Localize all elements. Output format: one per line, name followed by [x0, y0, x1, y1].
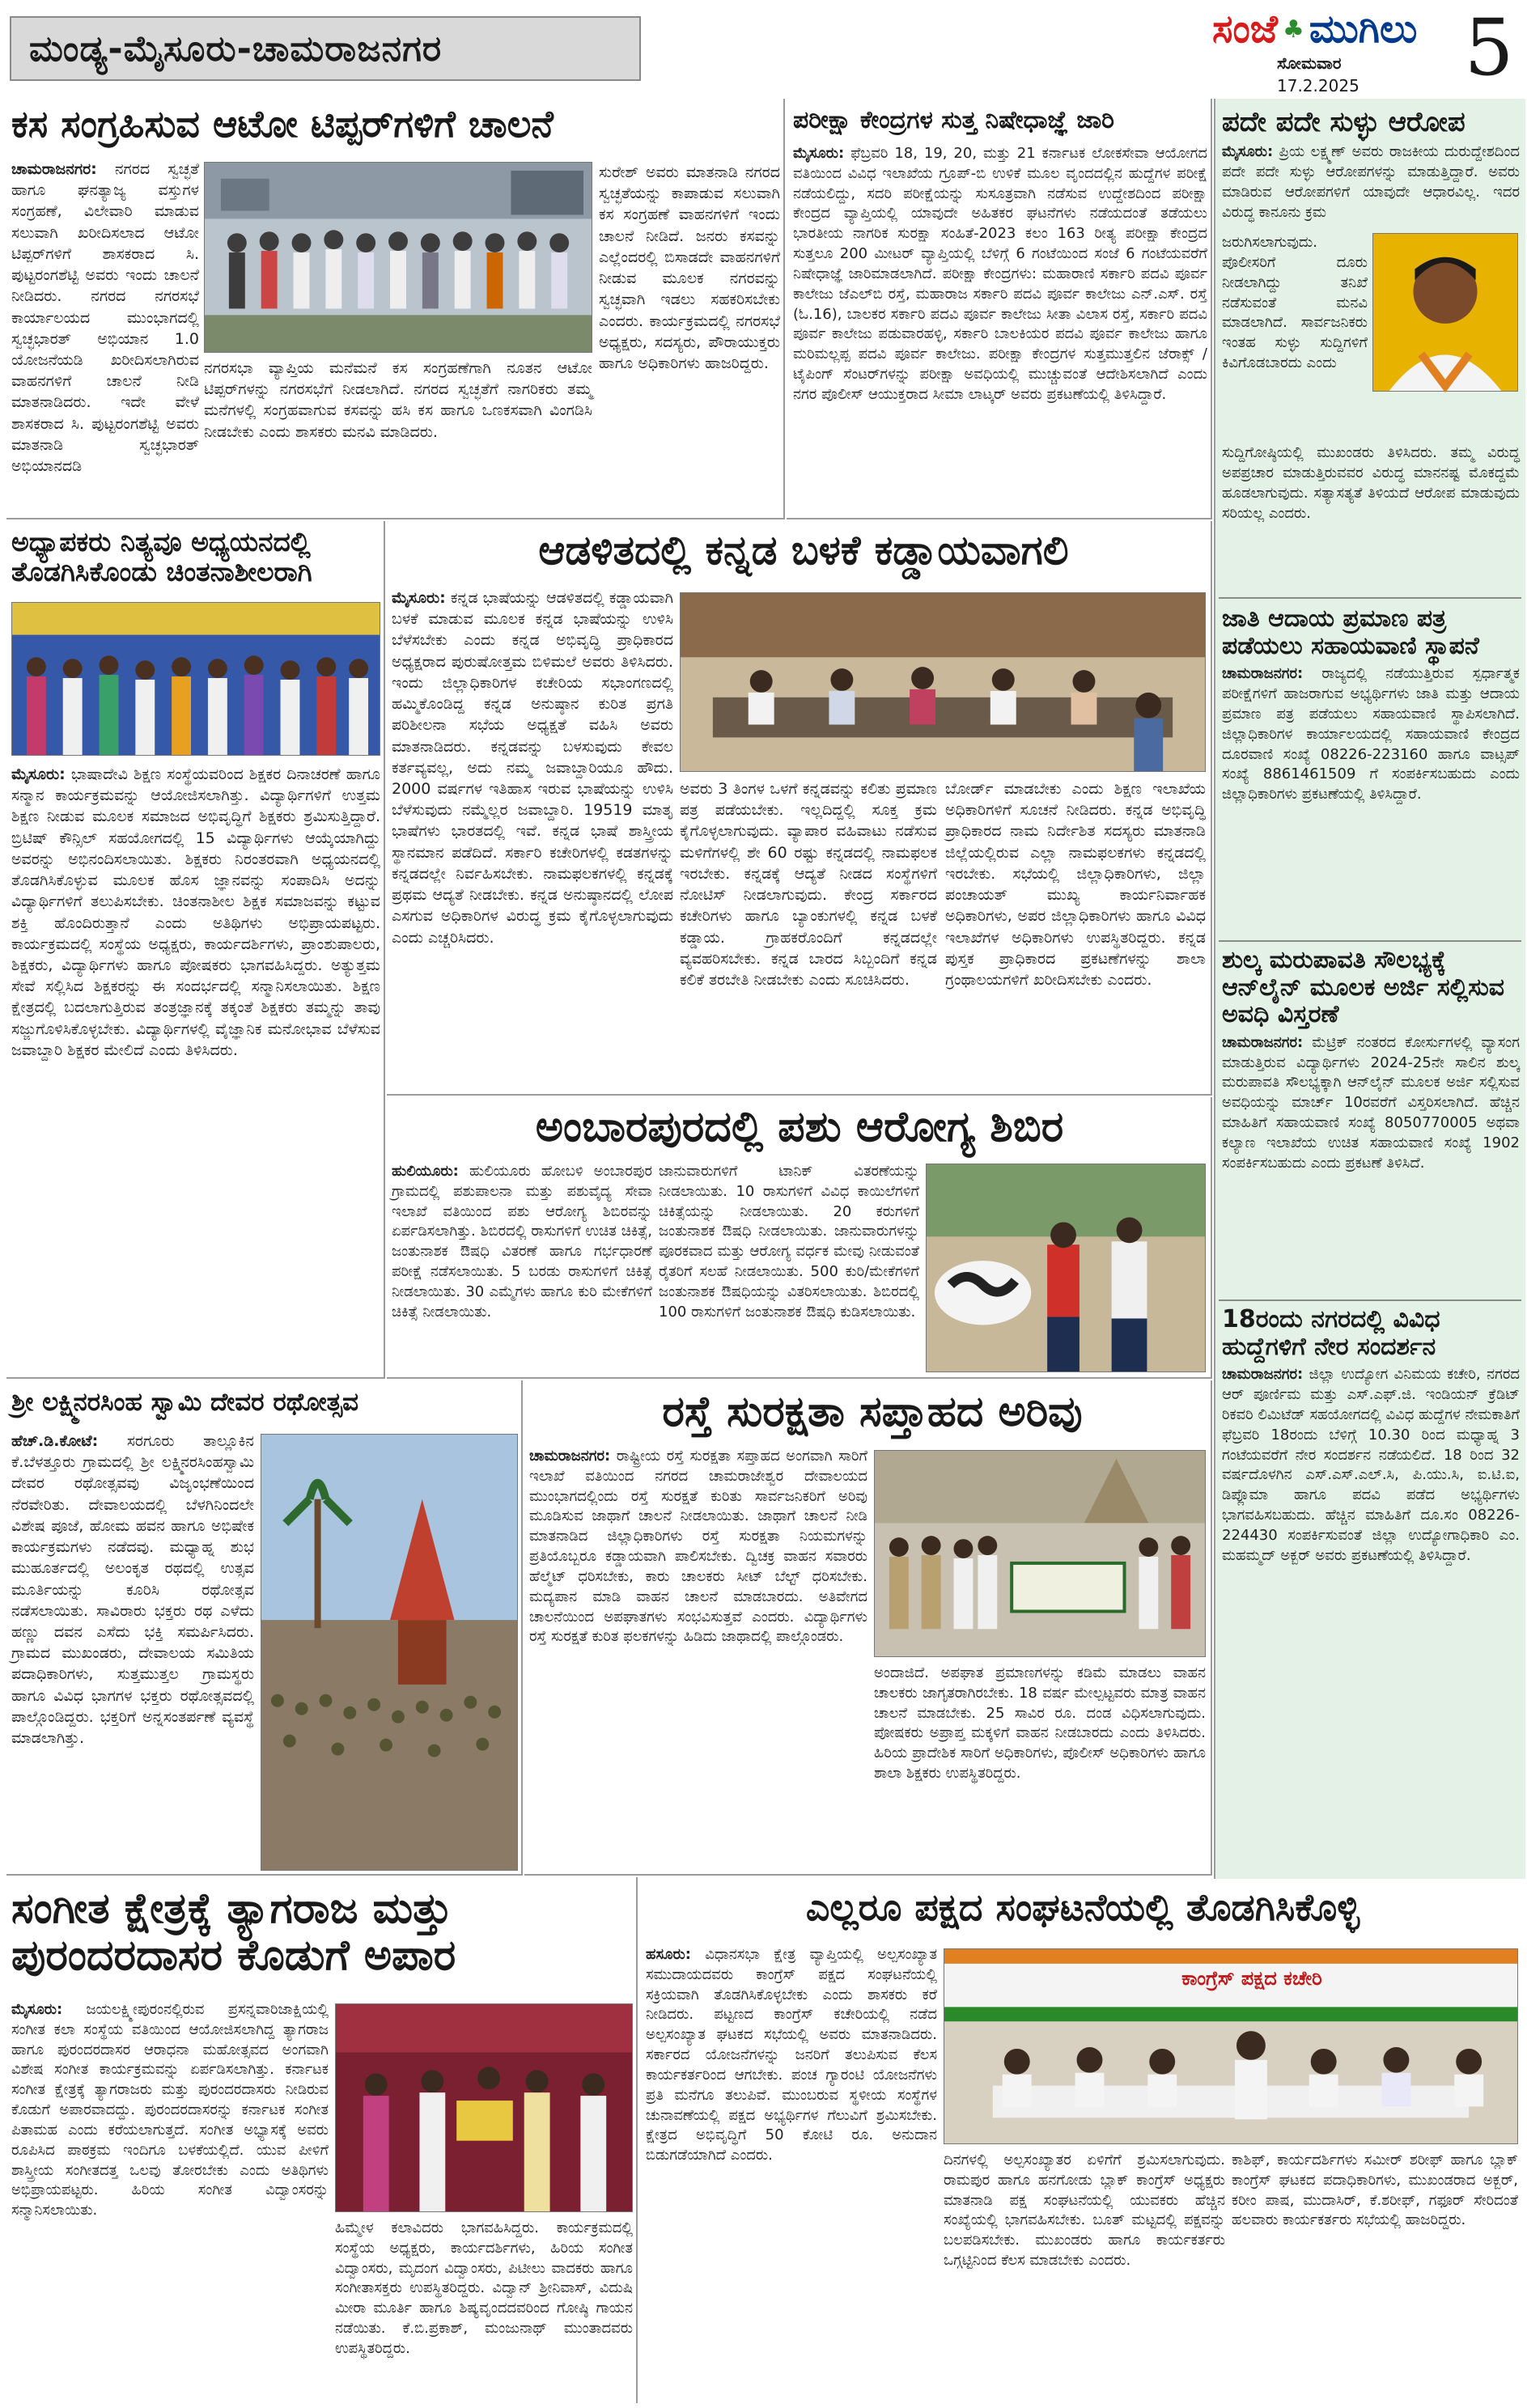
article-text: ಜರುಗಿಸಲಾಗುವುದು. ಪೊಲೀಸರಿಗೆ ದೂರು ನೀಡಲಾಗಿದ್ದು ತನಿಖೆ ನಡೆಸುವಂತೆ ಮನವಿ ಮಾಡಲಾಗಿದೆ. ಸಾರ್ವಜನಿಕರು ಇಂತಹ ಸುಳ್ಳು ಸುದ್ದಿಗಳಿಗೆ ಕಿವಿಗೊಡಬಾರದು ಎಂದು — [1222, 234, 1368, 372]
article-body — [646, 1945, 937, 2398]
brand-logo — [1212, 6, 1447, 52]
photo-chariot-festival — [261, 1434, 518, 1871]
article-text: ಜಿಲ್ಲಾ ಉದ್ಯೋಗ ವಿನಿಮಯ ಕಚೇರಿ, ನಗರದ ಆರ್ ಪೂರ್ಣಿಮ ಮತ್ತು ಎಸ್.ಎಫ್.ಜಿ. ಇಂಡಿಯನ್ ಕ್ರೆಡಿಟ್ ರಿಕವರಿ ಲಿಮಿಟೆಡ್ ಸಹಯೋಗದಲ್ಲಿ ವಿವಿಧ ಹುದ್ದೆಗಳ ನೇಮಕಾತಿಗೆ ಫೆಬ್ರವರಿ 18ರಂದು ಬೆಳಿಗ್ಗೆ 10.30 ರಿಂದ ಮಧ್ಯಾಹ್ನ 3 ಗಂಟೆಯವರೆಗೆ ನೇರ ಸಂದರ್ಶನ ನಡೆಯಲಿದೆ. 18 ರಿಂದ 32 ವರ್ಷದೊಳಗಿನ ಎಸ್.ಎಸ್.ಎಲ್.ಸಿ, ಪಿ.ಯು.ಸಿ, ಐ.ಟಿ.ಐ, ಡಿಪ್ಲೊಮಾ ಹಾಗೂ ಪದವಿ ಪಡೆದ ಅಭ್ಯರ್ಥಿಗಳು ಭಾಗವಹಿಸಬಹುದು. ಹೆಚ್ಚಿನ ಮಾಹಿತಿಗೆ ದೂ.ಸಂ 08226-224430 ಸಂಪರ್ಕಿಸುವಂತೆ ಜಿಲ್ಲಾ ಉದ್ಯೋಗಾಧಿಕಾರಿ ಎಂ. ಮಹಮ್ಮದ್ ಅಕ್ಬರ್ ಅವರು ಪ್ರಕಟಣೆಯಲ್ಲಿ ತಿಳಿಸಿದ್ದಾರೆ. — [1222, 1366, 1520, 1564]
photo-teachers-felicitation — [11, 602, 380, 756]
headline: 18ರಂದು ನಗರದಲ್ಲಿ ವಿವಿಧ ಹುದ್ದೆಗಳಿಗೆ ನೇರ ಸಂದರ್ಶನ — [1222, 1305, 1440, 1361]
article-text: ನಗರಸಭಾ ವ್ಯಾಪ್ತಿಯ ಮನೆಮನೆ ಕಸ ಸಂಗ್ರಹಣೆಗಾಗಿ ನೂತನ ಆಟೋ ಟಿಪ್ಪರ್‌ಗಳನ್ನು ನಗರಸಭೆಗೆ ನೀಡಲಾಗಿದೆ. ನಗರದ ಸ್ವಚ್ಛತೆಗೆ ನಾಗರಿಕರು ತಮ್ಮ ಮನೆಗಳಲ್ಲಿ ಸಂಗ್ರಹವಾಗುವ ಕಸವನ್ನು ಹಸಿ ಕಸ ಹಾಗೂ ಒಣಕಸವಾಗಿ ವಿಂಗಡಿಸಿ ನೀಡಬೇಕು ಎಂದು ಶಾಸಕರು ಮನವಿ ಮಾಡಿದರು. — [204, 359, 592, 441]
article-body-right — [659, 1162, 919, 1374]
article-text: ರಾಜ್ಯದಲ್ಲಿ ನಡೆಯುತ್ತಿರುವ ಸ್ಪರ್ಧಾತ್ಮಕ ಪರೀಕ್ಷೆಗಳಿಗೆ ಹಾಜರಾಗುವ ಅಭ್ಯರ್ಥಿಗಳು ಜಾತಿ ಮತ್ತು ಆದಾಯ ಪ್ರಮಾಣ ಪತ್ರ ಪಡೆಯಲು ಸಹಾಯವಾಣಿ ಸ್ಥಾಪಿಸಲಾಗಿದೆ. ಜಿಲ್ಲಾಧಿಕಾರಿಗಳ ಕಾರ್ಯಾಲಯದಲ್ಲಿ ಸಹಾಯವಾಣಿ ಕೇಂದ್ರದ ದೂರವಾಣಿ ಸಂಖ್ಯೆ 08226-223160 ಹಾಗೂ ವಾಟ್ಸಪ್ ಸಂಖ್ಯೆ 8861461509 ಗೆ ಸಂಪರ್ಕಿಸಬಹುದು ಎಂದು ಜಿಲ್ಲಾಧಿಕಾರಿಗಳು ಪ್ರಕಟಣೆಯಲ್ಲಿ ತಿಳಿಸಿದ್ದಾರೆ. — [1222, 665, 1520, 803]
article-body-bottom — [1222, 443, 1520, 597]
divider — [1219, 597, 1521, 599]
article-text: ಮೆಟ್ರಿಕ್ ನಂತರದ ಕೋರ್ಸುಗಳಲ್ಲಿ ವ್ಯಾಸಂಗ ಮಾಡುತ್ತಿರುವ ವಿದ್ಯಾರ್ಥಿಗಳು 2024-25ನೇ ಸಾಲಿನ ಶುಲ್ಕ ಮರುಪಾವತಿ ಸೌಲಭ್ಯಕ್ಕಾಗಿ ಆನ್‌ಲೈನ್ ಮೂಲಕ ಅರ್ಜಿ ಸಲ್ಲಿಸುವ ಅವಧಿಯನ್ನು ಮಾರ್ಚ್ 10ರವರೆಗೆ ವಿಸ್ತರಿಸಲಾಗಿದೆ. ಹೆಚ್ಚಿನ ಮಾಹಿತಿಗೆ ಸಹಾಯವಾಣಿ ಸಂಖ್ಯೆ 8050770005 ಅಥವಾ ಕಲ್ಯಾಣ ಇಲಾಖೆಯ ಉಚಿತ ಸಹಾಯವಾಣಿ ಸಂಖ್ಯೆ 1902 ಸಂಪರ್ಕಿಸಬಹುದು ಎಂದು ಪ್ರಕಟಣೆ ತಿಳಿಸಿದೆ. — [1222, 1033, 1520, 1172]
article-text: ಪ್ರಿಯ ಲಕ್ಷ್ಮಣ್ ಅವರು ರಾಜಕೀಯ ದುರುದ್ದೇಶದಿಂದ ಪದೇ ಪದೇ ಸುಳ್ಳು ಆರೋಪಗಳನ್ನು ಮಾಡುತ್ತಿದ್ದಾರೆ. ಅವರು ಮಾಡಿರುವ ಆರೋಪಗಳಿಗೆ ಯಾವುದೇ ಆಧಾರವಿಲ್ಲ. ಇದರ ವಿರುದ್ಧ ಕಾನೂನು ಕ್ರಮ — [1222, 143, 1520, 221]
article-body — [11, 1431, 254, 1871]
brand-word-1: ಸಂಜೆ — [1212, 6, 1278, 52]
article-body-continued — [204, 358, 592, 515]
article-body — [1222, 1033, 1520, 1252]
article-text: ವಿಧಾನಸಭಾ ಕ್ಷೇತ್ರ ವ್ಯಾಪ್ತಿಯಲ್ಲಿ ಅಲ್ಪಸಂಖ್ಯಾತ ಸಮುದಾಯದವರು ಕಾಂಗ್ರೆಸ್ ಪಕ್ಷದ ಸಂಘಟನೆಯಲ್ಲಿ ಸಕ್ರಿಯವಾಗಿ ತೊಡಗಿಸಿಕೊಳ್ಳಬೇಕು ಎಂದು ಶಾಸಕರು ಕರೆ ನೀಡಿದರು. ಪಟ್ಟಣದ ಕಾಂಗ್ರೆಸ್ ಕಚೇರಿಯಲ್ಲಿ ನಡೆದ ಅಲ್ಪಸಂಖ್ಯಾತ ಘಟಕದ ಸಭೆಯಲ್ಲಿ ಅವರು ಮಾತನಾಡಿದರು. ಸರ್ಕಾರದ ಯೋಜನೆಗಳನ್ನು ಜನರಿಗೆ ತಲುಪಿಸುವ ಕೆಲಸ ಕಾರ್ಯಕರ್ತರಿಂದ ಆಗಬೇಕು. ಪಂಚ ಗ್ಯಾರಂಟಿ ಯೋಜನೆಗಳು ಪ್ರತಿ ಮನೆಗೂ ತಲುಪಿವೆ. ಮುಂಬರುವ ಸ್ಥಳೀಯ ಸಂಸ್ಥೆಗಳ ಚುನಾವಣೆಯಲ್ಲಿ ಪಕ್ಷದ ಅಭ್ಯರ್ಥಿಗಳ ಗೆಲುವಿಗೆ ಶ್ರಮಿಸಬೇಕು. ಕ್ಷೇತ್ರದ ಅಭಿವೃದ್ಧಿಗೆ 50 ಕೋಟಿ ರೂ. ಅನುದಾನ ಬಿಡುಗಡೆಯಾಗಿದೆ ಎಂದರು. — [646, 1946, 937, 2164]
divider — [1219, 940, 1521, 942]
article-body-right — [874, 1664, 1206, 1871]
article-rathotsava — [6, 1380, 523, 1876]
dateline: ಮೈಸೂರು: — [11, 2001, 63, 2018]
dateline: ಮೈಸೂರು: — [1222, 143, 1274, 161]
dateline: ಮೈಸೂರು: — [392, 589, 446, 607]
article-text: ಕನ್ನಡ ಭಾಷೆಯನ್ನು ಆಡಳಿತದಲ್ಲಿ ಕಡ್ಡಾಯವಾಗಿ ಬಳಕೆ ಮಾಡುವ ಮೂಲಕ ಕನ್ನಡ ಭಾಷೆಯನ್ನು ಉಳಿಸಿ ಬೆಳೆಸಬೇಕು ಎಂದು ಕನ್ನಡ ಅಭಿವೃದ್ಧಿ ಪ್ರಾಧಿಕಾರದ ಅಧ್ಯಕ್ಷರಾದ ಪುರುಷೋತ್ತಮ ಬಿಳಿಮಲೆ ಅವರು ತಿಳಿಸಿದರು. ಇಂದು ಜಿಲ್ಲಾಧಿಕಾರಿಗಳ ಕಚೇರಿಯ ಸಭಾಂಗಣದಲ್ಲಿ ಹಮ್ಮಿಕೊಂಡಿದ್ದ ಕನ್ನಡ ಅನುಷ್ಠಾನ ಕುರಿತ ಪ್ರಗತಿ ಪರಿಶೀಲನಾ ಸಭೆಯ ಅಧ್ಯಕ್ಷತೆ ವಹಿಸಿ ಅವರು ಮಾತನಾಡಿದರು. ಕನ್ನಡವನ್ನು ಬಳಸುವುದು ಕೇವಲ ಕರ್ತವ್ಯವಲ್ಲ, ಅದು ನಮ್ಮ ಜವಾಬ್ದಾರಿಯೂ ಹೌದು. 2000 ವರ್ಷಗಳ ಇತಿಹಾಸ ಇರುವ ಭಾಷೆಯನ್ನು ಉಳಿಸಿ ಬೆಳೆಸುವುದು ನಮ್ಮೆಲ್ಲರ ಜವಾಬ್ದಾರಿ. 19519 ಮಾತೃ ಭಾಷೆಗಳು ಭಾರತದಲ್ಲಿ ಇವೆ. ಕನ್ನಡ ಭಾಷೆ ಶಾಸ್ತ್ರೀಯ ಸ್ಥಾನಮಾನ ಪಡೆದಿದೆ. ಸರ್ಕಾರಿ ಕಚೇರಿಗಳಲ್ಲಿ ಕಡತಗಳನ್ನು ಕನ್ನಡದಲ್ಲೇ ನಿರ್ವಹಿಸಬೇಕು. ನಾಮಫಲಕಗಳಲ್ಲಿ ಕನ್ನಡಕ್ಕೆ ಪ್ರಥಮ ಆದ್ಯತೆ ನೀಡಬೇಕು. ಕನ್ನಡ ಅನುಷ್ಠಾನದಲ್ಲಿ ಲೋಪ ಎಸಗುವ ಅಧಿಕಾರಿಗಳ ವಿರುದ್ಧ ಕ್ರಮ ಕೈಗೊಳ್ಳಲಾಗುವುದು ಎಂದು ಎಚ್ಚರಿಸಿದರು. — [392, 589, 673, 947]
article-road-safety — [524, 1380, 1212, 1876]
headline: ಅಂಬಾರಪುರದಲ್ಲಿ ಪಶು ಆರೋಗ್ಯ ಶಿಬಿರ — [535, 1103, 1064, 1151]
headline: ಪದೇ ಪದೇ ಸುಳ್ಳು ಆರೋಪ — [1222, 106, 1465, 138]
article-text: ಹಿಮ್ಮೇಳ ಕಲಾವಿದರು ಭಾಗವಹಿಸಿದ್ದರು. ಕಾರ್ಯಕ್ರಮದಲ್ಲಿ ಸಂಸ್ಥೆಯ ಅಧ್ಯಕ್ಷರು, ಕಾರ್ಯದರ್ಶಿಗಳು, ಹಿರಿಯ ಸಂಗೀತ ವಿದ್ವಾಂಸರು, ಮೃದಂಗ ವಿದ್ವಾಂಸರು, ಪಿಟೀಲು ವಾದಕರು ಹಾಗೂ ಸಂಗೀತಾಸಕ್ತರು ಉಪಸ್ಥಿತರಿದ್ದರು. ವಿದ್ವಾನ್ ಶ್ರೀನಿವಾಸ್, ವಿದುಷಿ ಮೀರಾ ಮೂರ್ತಿ ಹಾಗೂ ಶಿಷ್ಯವೃಂದದವರಿಂದ ಗೋಷ್ಠಿ ಗಾಯನ ನಡೆಯಿತು. ಕೆ.ಬಿ.ಪ್ರಕಾಶ್, ಮಂಜುನಾಥ್ ಮುಂತಾದವರು ಉಪಸ್ಥಿತರಿದ್ದರು. — [335, 2219, 633, 2357]
sidebar-article-fee-reimbursement — [1222, 947, 1520, 1287]
dateline: ಚಾಮರಾಜನಗರ: — [1222, 665, 1304, 683]
dateline: ಚಾಮರಾಜನಗರ: — [1222, 1033, 1304, 1051]
article-body-right — [1232, 2151, 1518, 2398]
article-body — [11, 764, 380, 1374]
article-party-organisation — [639, 1877, 1525, 2403]
issue-day: ಸೋಮವಾರ — [1277, 53, 1342, 73]
photo-cattle-camp — [926, 1164, 1206, 1372]
article-body — [11, 2000, 329, 2398]
article-body-left — [1222, 233, 1368, 443]
article-body — [529, 1447, 867, 1871]
article-text: ನಗರದ ಸ್ವಚ್ಛತೆ ಹಾಗೂ ಘನತ್ಯಾಜ್ಯ ವಸ್ತುಗಳ ಸಂಗ್ರಹಣೆ, ವಿಲೇವಾರಿ ಮಾಡುವ ಸಲುವಾಗಿ ಖರೀದಿಸಲಾದ ಆಟೋ ಟಿಪ್ಪರ್‌ಗಳಿಗೆ ಶಾಸಕರಾದ ಸಿ. ಪುಟ್ಟರಂಗಶೆಟ್ಟಿ ಅವರು ಇಂದು ಚಾಲನೆ ನೀಡಿದರು. ನಗರದ ನಗರಸಭೆ ಕಾರ್ಯಾಲಯದ ಮುಂಭಾಗದಲ್ಲಿ ಸ್ವಚ್ಛಭಾರತ್ ಅಭಿಯಾನ 1.0 ಯೋಜನೆಯಡಿ ಖರೀದಿಸಲಾಗಿರುವ ವಾಹನಗಳಿಗೆ ಚಾಲನೆ ನೀಡಿ ಮಾತನಾಡಿದರು. ಇದೇ ವೇಳೆ ಶಾಸಕರಾದ ಸಿ. ಪುಟ್ಟರಂಗಶೆಟ್ಟಿ ಅವರು ಮಾತನಾಡಿ ಸ್ವಚ್ಛಭಾರತ್ ಅಭಿಯಾನದಡಿ — [11, 160, 200, 476]
article-kannada-administration — [387, 521, 1212, 1096]
dateline: ಚಾಮರಾಜನಗರ: — [11, 160, 97, 178]
palm-tree-icon: ♣ — [1282, 15, 1304, 44]
article-body — [11, 159, 200, 476]
article-text: ಹುಲಿಯೂರು ಹೋಬಳಿ ಅಂಬಾರಪುರ ಗ್ರಾಮದಲ್ಲಿ ಪಶುಪಾಲನಾ ಮತ್ತು ಪಶುವೈದ್ಯ ಸೇವಾ ಇಲಾಖೆ ವತಿಯಿಂದ ಪಶು ಆರೋಗ್ಯ ಶಿಬಿರವನ್ನು ಏರ್ಪಡಿಸಲಾಗಿತ್ತು. ಶಿಬಿರದಲ್ಲಿ ರಾಸುಗಳಿಗೆ ಉಚಿತ ಚಿಕಿತ್ಸೆ, ಜಂತುನಾಶಕ ಔಷಧಿ ವಿತರಣೆ ಹಾಗೂ ಗರ್ಭಧಾರಣೆ ಪರೀಕ್ಷೆ ನಡೆಸಲಾಯಿತು. 5 ಬರಡು ರಾಸುಗಳಿಗೆ ಚಿಕಿತ್ಸೆ ನೀಡಲಾಯಿತು. 30 ಎಮ್ಮೆಗಳು ಹಾಗೂ ಕುರಿ ಮೇಕೆಗಳಿಗೆ ಚಿಕಿತ್ಸೆ ನೀಡಲಾಯಿತು. — [392, 1163, 652, 1321]
dateline: ಚಾಮರಾಜನಗರ: — [529, 1448, 611, 1465]
issue-date: 17.2.2025 — [1277, 76, 1359, 95]
photo-music-felicitation — [335, 2003, 633, 2212]
article-body — [392, 587, 673, 1091]
article-body-right — [335, 2219, 633, 2398]
banner-caption: ಕಾಂಗ್ರೆಸ್ ಪಕ್ಷದ ಕಚೇರಿ — [1181, 1967, 1322, 1990]
article-text: ಫೆಬ್ರವರಿ 18, 19, 20, ಮತ್ತು 21 ಕರ್ನಾಟಕ ಲೋಕಸೇವಾ ಆಯೋಗದ ವತಿಯಿಂದ ವಿವಿಧ ಇಲಾಖೆಯ ಗ್ರೂಪ್-ಬಿ ಉಳಿಕೆ ಮೂಲ ವೃಂದದಲ್ಲಿನ ಹುದ್ದೆಗಳ ಪರೀಕ್ಷೆ ನಡೆಯಲಿದ್ದು, ಸದರಿ ಪರೀಕ್ಷೆಯನ್ನು ಸುಸೂತ್ರವಾಗಿ ನಡೆಸುವ ಉದ್ದೇಶದಿಂದ ಪರೀಕ್ಷಾ ಕೇಂದ್ರದ ವ್ಯಾಪ್ತಿಯಲ್ಲಿ ಯಾವುದೇ ಅಹಿತಕರ ಘಟನೆಗಳು ನಡೆಯದಂತೆ ತಡೆಯಲು ಭಾರತೀಯ ನಾಗರಿಕ ಸುರಕ್ಷಾ ಸಂಹಿತೆ-2023 ಕಲಂ 163 ರೀತ್ಯ ಪರೀಕ್ಷಾ ಕೇಂದ್ರದ ಸುತ್ತಲೂ 200 ಮೀಟರ್ ವ್ಯಾಪ್ತಿಯಲ್ಲಿ ಬೆಳಿಗ್ಗೆ 6 ಗಂಟೆಯಿಂದ ಸಂಜೆ 6 ಗಂಟೆಯವರೆಗೆ ನಿಷೇಧಾಜ್ಞೆ ಜಾರಿಮಾಡಲಾಗಿದೆ. ಪರೀಕ್ಷಾ ಕೇಂದ್ರಗಳು: ಮಹಾರಾಣಿ ಸರ್ಕಾರಿ ಪದವಿ ಪೂರ್ವ ಕಾಲೇಜು ಜೆಎಲ್‌ಬಿ ರಸ್ತೆ, ಮಹಾರಾಜ ಸರ್ಕಾರಿ ಪದವಿ ಪೂರ್ವ ಕಾಲೇಜು ಎನ್.ಎಸ್. ರಸ್ತೆ (ಓ.16), ಬಾಲಕರ ಸರ್ಕಾರಿ ಪದವಿ ಪೂರ್ವ ಕಾಲೇಜು ಸೀತಾ ವಿಲಾಸ ರಸ್ತೆ, ಸರ್ಕಾರಿ ಪದವಿ ಪೂರ್ವ ಕಾಲೇಜು ಪಡುವಾರಹಳ್ಳಿ, ಸರ್ಕಾರಿ ಬಾಲಕಿಯರ ಪದವಿ ಪೂರ್ವ ಕಾಲೇಜು ಹಾಗೂ ಮರಿಮಲ್ಲಪ್ಪ ಪದವಿ ಪೂರ್ವ ಕಾಲೇಜು. ಪರೀಕ್ಷಾ ಕೇಂದ್ರಗಳ ಸುತ್ತಮುತ್ತಲಿನ ಜೆರಾಕ್ಸ್ / ಟೈಪಿಂಗ್ ಸೆಂಟರ್‌ಗಳನ್ನು ಪರೀಕ್ಷಾ ಅವಧಿಯಲ್ಲಿ ಮುಚ್ಚುವಂತೆ ಆದೇಶಿಸಲಾಗಿದೆ ಎಂದು ನಗರ ಪೊಲೀಸ್ ಆಯುಕ್ತರಾದ ಸೀಮಾ ಲಾಟ್ಕರ್ ಅವರು ಪ್ರಕಟಣೆಯಲ್ಲಿ ತಿಳಿಸಿದ್ದಾರೆ. — [793, 145, 1207, 403]
article-body — [392, 1162, 652, 1374]
article-body — [1222, 142, 1520, 228]
photo-portrait — [1372, 233, 1518, 392]
dateline: ಮೈಸೂರು: — [793, 145, 845, 162]
sidebar-article-false-allegations — [1222, 107, 1520, 591]
article-text: ರಾಷ್ಟ್ರೀಯ ರಸ್ತೆ ಸುರಕ್ಷತಾ ಸಪ್ತಾಹದ ಅಂಗವಾಗಿ ಸಾರಿಗೆ ಇಲಾಖೆ ವತಿಯಿಂದ ನಗರದ ಚಾಮರಾಜೇಶ್ವರ ದೇವಾಲಯದ ಮುಂಭಾಗದಲ್ಲಿಂದು ರಸ್ತೆ ಸುರಕ್ಷತೆ ಕುರಿತು ಸಾರ್ವಜನಿಕರಿಗೆ ಅರಿವು ಮೂಡಿಸುವ ಜಾಥಾಗೆ ಚಾಲನೆ ನೀಡಲಾಯಿತು. ಜಾಥಾಗೆ ಚಾಲನೆ ನೀಡಿ ಮಾತನಾಡಿದ ಜಿಲ್ಲಾಧಿಕಾರಿಗಳು ರಸ್ತೆ ಸುರಕ್ಷತಾ ನಿಯಮಗಳನ್ನು ಪ್ರತಿಯೊಬ್ಬರೂ ಕಡ್ಡಾಯವಾಗಿ ಪಾಲಿಸಬೇಕು. ದ್ವಿಚಕ್ರ ವಾಹನ ಸವಾರರು ಹೆಲ್ಮೆಟ್ ಧರಿಸಬೇಕು, ಕಾರು ಚಾಲಕರು ಸೀಟ್ ಬೆಲ್ಟ್ ಧರಿಸಬೇಕು. ಮದ್ಯಪಾನ ಮಾಡಿ ವಾಹನ ಚಾಲನೆ ಮಾಡಬಾರದು. ಅತಿವೇಗದ ಚಾಲನೆಯಿಂದ ಅಪಘಾತಗಳು ಸಂಭವಿಸುತ್ತವೆ ಎಂದರು. ವಿದ್ಯಾರ್ಥಿಗಳು ರಸ್ತೆ ಸುರಕ್ಷತೆ ಕುರಿತ ಫಲಕಗಳನ್ನು ಹಿಡಿದು ಜಾಥಾದಲ್ಲಿ ಪಾಲ್ಗೊಂಡರು. — [529, 1448, 867, 1646]
brand-word-2: ಮುಗಿಲು — [1309, 6, 1418, 52]
headline: ಕಸ ಸಂಗ್ರಹಿಸುವ ಆಟೋ ಟಿಪ್ಪರ್‌ಗಳಿಗೆ ಚಾಲನೆ — [11, 102, 554, 146]
article-exam-centres — [787, 99, 1212, 519]
article-text: ಅಂದಾಜಿದೆ. ಅಪಘಾತ ಪ್ರಮಾಣಗಳನ್ನು ಕಡಿಮೆ ಮಾಡಲು ವಾಹನ ಚಾಲಕರು ಜಾಗೃತರಾಗಿರಬೇಕು. 18 ವರ್ಷ ಮೇಲ್ಪಟ್ಟವರು ಮಾತ್ರ ವಾಹನ ಚಾಲನೆ ಮಾಡಬೇಕು. 25 ಸಾವಿರ ರೂ. ದಂಡ ವಿಧಿಸಲಾಗುವುದು. ಪೋಷಕರು ಅಪ್ರಾಪ್ತ ಮಕ್ಕಳಿಗೆ ವಾಹನ ನೀಡಬಾರದು ಎಂದು ತಿಳಿಸಿದರು. ಹಿರಿಯ ಪ್ರಾದೇಶಿಕ ಸಾರಿಗೆ ಅಧಿಕಾರಿಗಳು, ಪೊಲೀಸ್ ಅಧಿಕಾರಿಗಳು ಹಾಗೂ ಶಾಲಾ ಶಿಕ್ಷಕರು ಉಪಸ್ಥಿತರಿದ್ದರು. — [874, 1664, 1206, 1783]
headline: ಶುಲ್ಕ ಮರುಪಾವತಿ ಸೌಲಭ್ಯಕ್ಕೆ ಆನ್‌ಲೈನ್ ಮೂಲಕ ಅರ್ಜಿ ಸಲ್ಲಿಸುವ ಅವಧಿ ವಿಸ್ತರಣೆ — [1222, 946, 1505, 1029]
newspaper-brand — [1212, 6, 1447, 95]
article-body — [1222, 664, 1520, 907]
article-text: ಕಾಶಿಫ್, ಕಾರ್ಯದರ್ಶಿಗಳು ಸಮೀರ್ ಶರೀಫ್ ಹಾಗೂ ಬ್ಲಾಕ್ ಕಾಂಗ್ರೆಸ್ ಘಟಕದ ಪದಾಧಿಕಾರಿಗಳು, ಮುಖಂಡರಾದ ಅಕ್ಬರ್, ಕರೀಂ ಪಾಷ, ಮುದಾಸಿರ್, ಕೆ.ಶರೀಫ್, ಗಫೂರ್ ಸೇರಿದಂತೆ ಹಲವಾರು ಕಾರ್ಯಕರ್ತರು ಸಭೆಯಲ್ಲಿ ಹಾಜರಿದ್ದರು. — [1232, 2152, 1518, 2229]
article-text: ದಿನಗಳಲ್ಲಿ ಅಲ್ಪಸಂಖ್ಯಾತರ ಏಳಿಗೆಗೆ ಶ್ರಮಿಸಲಾಗುವುದು. ರಾಮಪುರ ಹಾಗೂ ಹನಗೋಡು ಬ್ಲಾಕ್ ಕಾಂಗ್ರೆಸ್ ಅಧ್ಯಕ್ಷರು ಮಾತನಾಡಿ ಪಕ್ಷ ಸಂಘಟನೆಯಲ್ಲಿ ಯುವಕರು ಹೆಚ್ಚಿನ ಸಂಖ್ಯೆಯಲ್ಲಿ ಭಾಗವಹಿಸಬೇಕು. ಬೂತ್ ಮಟ್ಟದಲ್ಲಿ ಪಕ್ಷವನ್ನು ಬಲಪಡಿಸಬೇಕು. ಮುಖಂಡರು ಹಾಗೂ ಕಾರ್ಯಕರ್ತರು ಒಗ್ಗಟ್ಟಿನಿಂದ ಕೆಲಸ ಮಾಡಬೇಕು ಎಂದರು. — [944, 2152, 1225, 2270]
article-teachers — [6, 521, 385, 1379]
article-text: ಜಾನುವಾರುಗಳಿಗೆ ಟಾನಿಕ್ ವಿತರಣೆಯನ್ನು ನೀಡಲಾಯಿತು. 10 ರಾಸುಗಳಿಗೆ ವಿವಿಧ ಕಾಯಿಲೆಗಳಿಗೆ ಚಿಕಿತ್ಸೆಯನ್ನು ನೀಡಲಾಯಿತು. 20 ಕರುಗಳಿಗೆ ಜಂತುನಾಶಕ ಔಷಧಿ ನೀಡಲಾಯಿತು. ಜಾನುವಾರುಗಳನ್ನು ಪೂರಕವಾದ ಮತ್ತು ಆರೋಗ್ಯ ವರ್ಧಕ ಮೇವು ನೀಡುವಂತೆ ರೈತರಿಗೆ ಸಲಹೆ ನೀಡಲಾಯಿತು. 500 ಕುರಿ/ಮೇಕೆಗಳಿಗೆ ಜಂತುನಾಶಕ ಔಷಧಿಯನ್ನು ವಿತರಿಸಲಾಯಿತು. ಶಿಬಿರದಲ್ಲಿ 100 ರಾಸುಗಳಿಗೆ ಜಂತುನಾಶಕ ಔಷಧಿ ಕುಡಿಸಲಾಯಿತು. — [659, 1163, 919, 1321]
dateline: ಹೆಚ್.ಡಿ.ಕೋಟೆ: — [11, 1432, 99, 1450]
article-text: ಜಯಲಕ್ಷ್ಮೀಪುರಂನಲ್ಲಿರುವ ಪ್ರಸನ್ನವಾರಿಜಾಕ್ಷಿಯಲ್ಲಿ ಸಂಗೀತ ಕಲಾ ಸಂಸ್ಥೆಯ ವತಿಯಿಂದ ಆಯೋಜಿಸಲಾಗಿದ್ದ ತ್ಯಾಗರಾಜ ಹಾಗೂ ಪುರಂದರದಾಸರ ಆರಾಧನಾ ಮಹೋತ್ಸವದ ಅಂಗವಾಗಿ ವಿಶೇಷ ಸಂಗೀತ ಕಾರ್ಯಕ್ರಮವನ್ನು ಏರ್ಪಡಿಸಲಾಗಿತ್ತು. ಕರ್ನಾಟಕ ಸಂಗೀತ ಕ್ಷೇತ್ರಕ್ಕೆ ತ್ಯಾಗರಾಜರು ಮತ್ತು ಪುರಂದರದಾಸರು ನೀಡಿರುವ ಕೊಡುಗೆ ಅಪಾರವಾದದ್ದು. ಪುರಂದರದಾಸರನ್ನು ಕರ್ನಾಟಕ ಸಂಗೀತ ಪಿತಾಮಹ ಎಂದು ಕರೆಯಲಾಗುತ್ತದೆ. ಸಂಗೀತ ಅಭ್ಯಾಸಕ್ಕೆ ಅವರು ರೂಪಿಸಿದ ಪಾಠಕ್ರಮ ಇಂದಿಗೂ ಬಳಕೆಯಲ್ಲಿದೆ. ಯುವ ಪೀಳಿಗೆ ಶಾಸ್ತ್ರೀಯ ಸಂಗೀತದತ್ತ ಒಲವು ತೋರಬೇಕು ಎಂದು ಅತಿಥಿಗಳು ಅಭಿಪ್ರಾಯಪಟ್ಟರು. ಹಿರಿಯ ಸಂಗೀತ ವಿದ್ವಾಂಸರನ್ನು ಸನ್ಮಾನಿಸಲಾಯಿತು. — [11, 2001, 329, 2219]
photo-auto-tipper-launch — [204, 162, 592, 353]
headline: ಅಧ್ಯಾಪಕರು ನಿತ್ಯವೂ ಅಧ್ಯಯನದಲ್ಲಿ ತೊಡಗಿಸಿಕೊಂಡು ಚಿಂತನಾಶೀಲರಾಗಿ — [11, 526, 312, 587]
headline: ಸಂಗೀತ ಕ್ಷೇತ್ರಕ್ಕೆ ತ್ಯಾಗರಾಜ ಮತ್ತು ಪುರಂದರದಾಸರ ಕೊಡುಗೆ ಅಪಾರ — [11, 1884, 456, 1981]
masthead — [0, 0, 1527, 97]
section-label: ಮಂಡ್ಯ-ಮೈಸೂರು-ಚಾಮರಾಜನಗರ — [10, 16, 641, 81]
article-body-middle — [680, 778, 937, 1091]
headline: ಪರೀಕ್ಷಾ ಕೇಂದ್ರಗಳ ಸುತ್ತ ನಿಷೇಧಾಜ್ಞೆ ಜಾರಿ — [793, 106, 1115, 134]
photo-road-safety-rally — [874, 1450, 1206, 1657]
article-text: ಬೋರ್ಡ್ ಮಾಡಬೇಕು ಎಂದು ಶಿಕ್ಷಣ ಇಲಾಖೆಯ ಅಧಿಕಾರಿಗಳಿಗೆ ಸೂಚನೆ ನೀಡಿದರು. ಕನ್ನಡ ಅಭಿವೃದ್ಧಿ ಪ್ರಾಧಿಕಾರದ ನಾಮ ನಿರ್ದೇಶಿತ ಸದಸ್ಯರು ಮಾತನಾಡಿ ಜಿಲ್ಲೆಯಲ್ಲಿರುವ ಎಲ್ಲಾ ನಾಮಫಲಕಗಳು ಕನ್ನಡದಲ್ಲಿ ಇರಬೇಕು. ಸಭೆಯಲ್ಲಿ ಜಿಲ್ಲಾಧಿಕಾರಿಗಳು, ಜಿಲ್ಲಾ ಪಂಚಾಯತ್ ಮುಖ್ಯ ಕಾರ್ಯನಿರ್ವಾಹಕ ಅಧಿಕಾರಿಗಳು, ಅಪರ ಜಿಲ್ಲಾಧಿಕಾರಿಗಳು ಹಾಗೂ ವಿವಿಧ ಇಲಾಖೆಗಳ ಅಧಿಕಾರಿಗಳು ಉಪಸ್ಥಿತರಿದ್ದರು. ಕನ್ನಡ ಪುಸ್ತಕ ಪ್ರಾಧಿಕಾರದ ಪ್ರಕಟಣೆಗಳನ್ನು ಶಾಲಾ ಗ್ರಂಥಾಲಯಗಳಿಗೆ ಖರೀದಿಸಬೇಕು ಎಂದರು. — [945, 780, 1206, 989]
dateline: ಹುಲಿಯೂರು: — [392, 1163, 459, 1180]
article-music-tribute — [6, 1877, 638, 2403]
article-text: ಸುದ್ದಿಗೋಷ್ಠಿಯಲ್ಲಿ ಮುಖಂಡರು ತಿಳಿಸಿದರು. ತಮ್ಮ ವಿರುದ್ಧ ಅಪಪ್ರಚಾರ ಮಾಡುತ್ತಿರುವವರ ವಿರುದ್ಧ ಮಾನನಷ್ಟ ಮೊಕದ್ದಮೆ ಹೂಡಲಾಗುವುದು. ಸತ್ಯಾಸತ್ಯತೆ ತಿಳಿಯದೆ ಆರೋಪ ಮಾಡುವುದು ಸರಿಯಲ್ಲ ಎಂದರು. — [1222, 444, 1520, 522]
photo-party-meeting — [944, 1948, 1518, 2144]
headline: ಎಲ್ಲರೂ ಪಕ್ಷದ ಸಂಘಟನೆಯಲ್ಲಿ ತೊಡಗಿಸಿಕೊಳ್ಳಿ — [805, 1885, 1360, 1929]
article-text: ಭಾಷಾದೇವಿ ಶಿಕ್ಷಣ ಸಂಸ್ಥೆಯವರಿಂದ ಶಿಕ್ಷಕರ ದಿನಾಚರಣೆ ಹಾಗೂ ಸನ್ಮಾನ ಕಾರ್ಯಕ್ರಮವನ್ನು ಆಯೋಜಿಸಲಾಗಿತ್ತು. ವಿದ್ಯಾರ್ಥಿಗಳಿಗೆ ಉತ್ತಮ ಶಿಕ್ಷಣ ನೀಡುವ ಮೂಲಕ ಸಮಾಜದ ಅಭಿವೃದ್ಧಿಗೆ ಶಿಕ್ಷಕರು ಶ್ರಮಿಸುತ್ತಿದ್ದಾರೆ. ಬ್ರಿಟಿಷ್ ಕೌನ್ಸಿಲ್ ಸಹಯೋಗದಲ್ಲಿ 15 ವಿದ್ಯಾರ್ಥಿಗಳು ಆಯ್ಕೆಯಾಗಿದ್ದು ಅವರನ್ನು ಅಭಿನಂದಿಸಲಾಯಿತು. ಶಿಕ್ಷಕರು ನಿರಂತರವಾಗಿ ಅಧ್ಯಯನದಲ್ಲಿ ತೊಡಗಿಸಿಕೊಳ್ಳುವ ಮೂಲಕ ಹೊಸ ಜ್ಞಾನವನ್ನು ಸಂಪಾದಿಸಿ ಅದನ್ನು ವಿದ್ಯಾರ್ಥಿಗಳಿಗೆ ತಲುಪಿಸಬೇಕು. ಚಿಂತನಾಶೀಲ ಶಿಕ್ಷಕ ಸಮಾಜವನ್ನು ಕಟ್ಟುವ ಶಕ್ತಿ ಹೊಂದಿರುತ್ತಾನೆ ಎಂದು ಅತಿಥಿಗಳು ಅಭಿಪ್ರಾಯಪಟ್ಟರು. ಕಾರ್ಯಕ್ರಮದಲ್ಲಿ ಸಂಸ್ಥೆಯ ಅಧ್ಯಕ್ಷರು, ಕಾರ್ಯದರ್ಶಿಗಳು, ಪ್ರಾಂಶುಪಾಲರು, ಶಿಕ್ಷಕರು, ವಿದ್ಯಾರ್ಥಿಗಳು ಹಾಗೂ ಪೋಷಕರು ಭಾಗವಹಿಸಿದ್ದರು. ಅತ್ಯುತ್ತಮ ಸೇವೆ ಸಲ್ಲಿಸಿದ ಶಿಕ್ಷಕರನ್ನು ಈ ಸಂದರ್ಭದಲ್ಲಿ ಸನ್ಮಾನಿಸಲಾಯಿತು. ಶಿಕ್ಷಣ ಕ್ಷೇತ್ರದಲ್ಲಿ ಬದಲಾಗುತ್ತಿರುವ ತಂತ್ರಜ್ಞಾನಕ್ಕೆ ತಕ್ಕಂತೆ ಶಿಕ್ಷಕರು ತಮ್ಮನ್ನು ತಾವು ಸಜ್ಜುಗೊಳಿಸಿಕೊಳ್ಳಬೇಕು. ವಿದ್ಯಾರ್ಥಿಗಳಲ್ಲಿ ವೈಜ್ಞಾನಿಕ ಮನೋಭಾವ ಬೆಳೆಸುವ ಜವಾಬ್ದಾರಿ ಶಿಕ್ಷಕರ ಮೇಲಿದೆ ಎಂದು ತಿಳಿಸಿದರು. — [11, 765, 380, 1059]
dateline: ಮೈಸೂರು: — [11, 765, 66, 783]
headline: ರಸ್ತೆ ಸುರಕ್ಷತಾ ಸಪ್ತಾಹದ ಅರಿವು — [662, 1388, 1083, 1436]
article-body — [793, 144, 1207, 515]
headline: ಶ್ರೀ ಲಕ್ಷ್ಮಿನರಸಿಂಹ ಸ್ವಾಮಿ ದೇವರ ರಥೋತ್ಸವ — [11, 1388, 358, 1417]
page-number: 5 — [1464, 2, 1514, 93]
article-body-right — [599, 162, 780, 515]
headline: ಜಾತಿ ಆದಾಯ ಪ್ರಮಾಣ ಪತ್ರ ಪಡೆಯಲು ಸಹಾಯವಾಣಿ ಸ್ಥಾಪನೆ — [1222, 604, 1479, 660]
dateline: ಚಾಮರಾಜನಗರ: — [1222, 1366, 1304, 1384]
article-text: ಸರಗೂರು ತಾಲ್ಲೂಕಿನ ಕೆ.ಬೆಳತ್ತೂರು ಗ್ರಾಮದಲ್ಲಿ ಶ್ರೀ ಲಕ್ಷ್ಮಿನರಸಿಂಹಸ್ವಾಮಿ ದೇವರ ರಥೋತ್ಸವವು ವಿಜೃಂಭಣೆಯಿಂದ ನೆರವೇರಿತು. ದೇವಾಲಯದಲ್ಲಿ ಬೆಳಗಿನಿಂದಲೇ ವಿಶೇಷ ಪೂಜೆ, ಹೋಮ ಹವನ ಹಾಗೂ ಅಭಿಷೇಕ ಕಾರ್ಯಕ್ರಮಗಳು ನಡೆದವು. ಮಧ್ಯಾಹ್ನ ಶುಭ ಮುಹೂರ್ತದಲ್ಲಿ ಅಲಂಕೃತ ರಥದಲ್ಲಿ ಉತ್ಸವ ಮೂರ್ತಿಯನ್ನು ಕೂರಿಸಿ ರಥೋತ್ಸವ ನಡೆಸಲಾಯಿತು. ಸಾವಿರಾರು ಭಕ್ತರು ರಥ ಎಳೆದು ಹಣ್ಣು ದವನ ಎಸೆದು ಭಕ್ತಿ ಸಮರ್ಪಿಸಿದರು. ಗ್ರಾಮದ ಮುಖಂಡರು, ದೇವಾಲಯ ಸಮಿತಿಯ ಪದಾಧಿಕಾರಿಗಳು, ಸುತ್ತಮುತ್ತಲ ಗ್ರಾಮಸ್ಥರು ಹಾಗೂ ವಿವಿಧ ಭಾಗಗಳ ಭಕ್ತರು ರಥೋತ್ಸವದಲ್ಲಿ ಪಾಲ್ಗೊಂಡಿದ್ದರು. ಭಕ್ತರಿಗೆ ಅನ್ನಸಂತರ್ಪಣೆ ವ್ಯವಸ್ಥೆ ಮಾಡಲಾಗಿತ್ತು. — [11, 1432, 254, 1748]
sidebar-article-direct-interview — [1222, 1306, 1520, 1872]
article-auto-tipper — [6, 99, 785, 519]
article-body-right — [945, 778, 1206, 1091]
sidebar-article-caste-certificate-helpline — [1222, 605, 1520, 937]
article-text: ಸುರೇಶ್ ಅವರು ಮಾತನಾಡಿ ನಗರದ ಸ್ವಚ್ಛತೆಯನ್ನು ಕಾಪಾಡುವ ಸಲುವಾಗಿ ಕಸ ಸಂಗ್ರಹಣೆ ವಾಹನಗಳಿಗೆ ಇಂದು ಚಾಲನೆ ನೀಡಿದೆ. ಜನರು ಕಸವನ್ನು ಎಲ್ಲೆಂದರಲ್ಲಿ ಬಿಸಾಡದೇ ವಾಹನಗಳಿಗೆ ನೀಡುವ ಮೂಲಕ ನಗರವನ್ನು ಸ್ವಚ್ಛವಾಗಿ ಇಡಲು ಸಹಕರಿಸಬೇಕು ಎಂದರು. ಕಾರ್ಯಕ್ರಮದಲ್ಲಿ ನಗರಸಭೆ ಅಧ್ಯಕ್ಷರು, ಸದಸ್ಯರು, ಪೌರಾಯುಕ್ತರು ಹಾಗೂ ಅಧಿಕಾರಿಗಳು ಹಾಜರಿದ್ದರು. — [599, 163, 780, 372]
photo-kannada-meeting — [680, 592, 1206, 772]
dateline: ಹಸೂರು: — [646, 1946, 691, 1963]
article-body — [1222, 1365, 1520, 1834]
article-animal-health-camp — [387, 1097, 1212, 1379]
headline: ಆಡಳಿತದಲ್ಲಿ ಕನ್ನಡ ಬಳಕೆ ಕಡ್ಡಾಯವಾಗಲಿ — [538, 527, 1069, 574]
article-body-middle — [944, 2151, 1225, 2398]
divider — [1219, 1299, 1521, 1301]
article-text: ಅವರು 3 ತಿಂಗಳ ಒಳಗೆ ಕನ್ನಡವನ್ನು ಕಲಿತು ಪ್ರಮಾಣ ಪತ್ರ ಪಡೆಯಬೇಕು. ಇಲ್ಲದಿದ್ದಲ್ಲಿ ಸೂಕ್ತ ಕ್ರಮ ಕೈಗೊಳ್ಳಲಾಗುವುದು. ವ್ಯಾಪಾರ ವಹಿವಾಟು ನಡೆಸುವ ಮಳಿಗೆಗಳಲ್ಲಿ ಶೇ 60 ರಷ್ಟು ಕನ್ನಡದಲ್ಲಿ ನಾಮಫಲಕ ಇರಬೇಕು. ಕನ್ನಡಕ್ಕೆ ಆದ್ಯತೆ ನೀಡದ ಸಂಸ್ಥೆಗಳಿಗೆ ನೋಟಿಸ್ ನೀಡಲಾಗುವುದು. ಕೇಂದ್ರ ಸರ್ಕಾರದ ಕಚೇರಿಗಳು ಹಾಗೂ ಬ್ಯಾಂಕುಗಳಲ್ಲಿ ಕನ್ನಡ ಬಳಕೆ ಕಡ್ಡಾಯ. ಗ್ರಾಹಕರೊಂದಿಗೆ ಕನ್ನಡದಲ್ಲೇ ವ್ಯವಹರಿಸಬೇಕು. ಕನ್ನಡ ಬಾರದ ಸಿಬ್ಬಂದಿಗೆ ಕನ್ನಡ ಕಲಿಕೆ ತರಬೇತಿ ನೀಡಬೇಕು ಎಂದು ಸೂಚಿಸಿದರು. — [680, 780, 937, 989]
